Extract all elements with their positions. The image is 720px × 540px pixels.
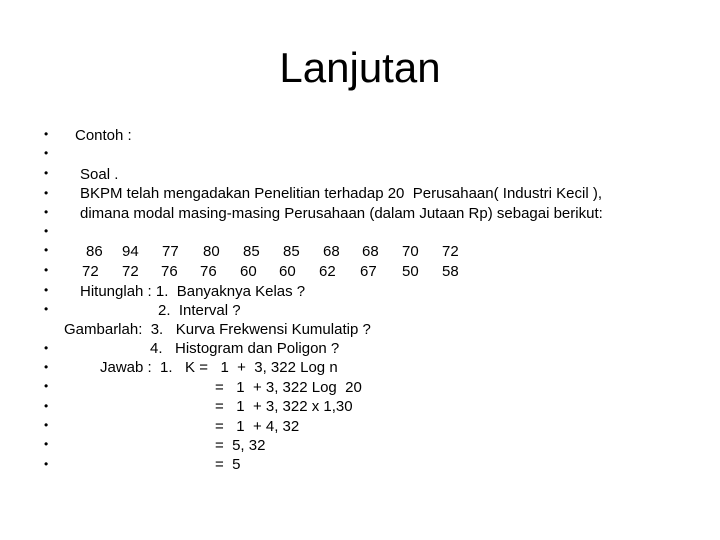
data-value: 50 — [402, 263, 419, 280]
data-value: 94 — [122, 243, 139, 260]
soal-label: Soal . — [80, 166, 119, 183]
question-2: 2. Interval ? — [158, 302, 241, 319]
bullet: • — [44, 379, 49, 393]
contoh-label: Contoh : — [75, 127, 132, 144]
data-value: 62 — [319, 263, 336, 280]
data-value: 72 — [82, 263, 99, 280]
problem-text-line-2: dimana modal masing-masing Perusahaan (dalam Jutaan Rp) sebagai berikut: — [80, 205, 603, 222]
data-value: 80 — [203, 243, 220, 260]
slide-title: Lanjutan — [279, 44, 441, 91]
answer-step-2: = 1 + 3, 322 x 1,30 — [215, 398, 353, 415]
bullet: • — [44, 302, 49, 316]
bullet: • — [44, 263, 49, 277]
bullet: • — [44, 146, 49, 160]
bullet: • — [44, 166, 49, 180]
bullet-line-2 — [0, 144, 720, 163]
data-value: 60 — [240, 263, 257, 280]
data-value: 58 — [442, 263, 459, 280]
data-value: 70 — [402, 243, 419, 260]
data-value: 86 — [86, 243, 103, 260]
bullet: • — [44, 283, 49, 297]
answer-step-3: = 1 + 4, 32 — [215, 418, 300, 435]
bullet: • — [44, 437, 49, 451]
bullet: • — [44, 243, 49, 257]
data-value: 85 — [243, 243, 260, 260]
bullet: • — [44, 224, 49, 238]
data-value: 68 — [323, 243, 340, 260]
data-row-2 — [0, 262, 720, 281]
data-value: 68 — [362, 243, 379, 260]
bullet: • — [44, 127, 49, 141]
data-value: 72 — [442, 243, 459, 260]
bullet: • — [44, 341, 49, 355]
problem-text-line-1: BKPM telah mengadakan Penelitian terhadap 20 Perusahaan( Industri Kecil ), — [80, 185, 602, 202]
answer-step-1: = 1 + 3, 322 Log 20 — [215, 379, 362, 396]
bullet: • — [44, 399, 49, 413]
question-1: Hitunglah : 1. Banyaknya Kelas ? — [80, 283, 306, 300]
bullet: • — [44, 205, 49, 219]
data-value: 67 — [360, 263, 377, 280]
answer-step-5: = 5 — [215, 456, 241, 473]
bullet-line-6 — [0, 222, 720, 241]
data-value: 76 — [161, 263, 178, 280]
bullet: • — [44, 360, 49, 374]
question-4: 4. Histogram dan Poligon ? — [150, 340, 340, 357]
question-3: Gambarlah: 3. Kurva Frekwensi Kumulatip ? — [64, 321, 371, 338]
bullet: • — [44, 418, 49, 432]
data-value: 72 — [122, 263, 139, 280]
answer-step-4: = 5, 32 — [215, 437, 266, 454]
bullet: • — [44, 457, 49, 471]
data-row-1 — [0, 242, 720, 261]
answer-formula: Jawab : 1. K = 1 + 3, 322 Log n — [100, 359, 338, 376]
data-value: 85 — [283, 243, 300, 260]
data-value: 77 — [162, 243, 179, 260]
data-value: 60 — [279, 263, 296, 280]
data-value: 76 — [200, 263, 217, 280]
bullet: • — [44, 186, 49, 200]
